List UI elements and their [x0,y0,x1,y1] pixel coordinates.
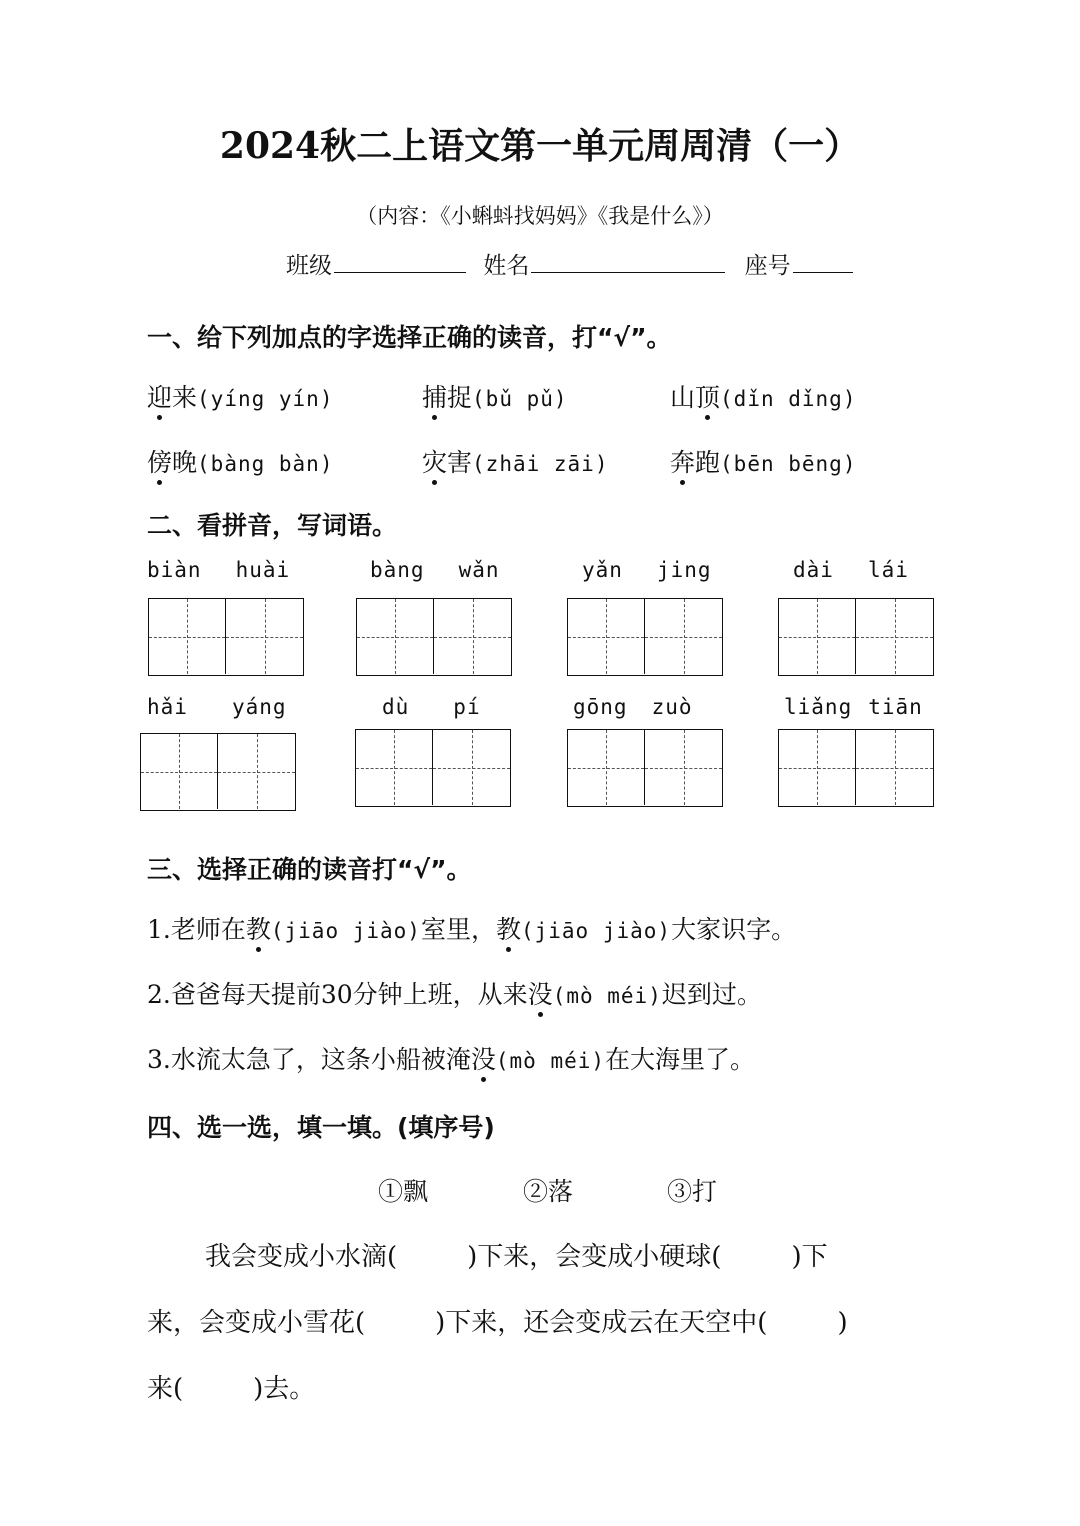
dotted-char: 奔 [670,443,695,479]
pinyin-word-4: dài lái [793,558,909,582]
writing-grid[interactable] [778,598,934,676]
pinyin-options[interactable]: (yíng yín) [197,387,334,411]
pinyin-options[interactable]: (bǔ pǔ) [472,387,568,411]
pinyin-options[interactable]: (zhāi zāi) [472,452,609,476]
pinyin-word-1: biàn huài [147,558,291,582]
section1-heading: 一、给下列加点的字选择正确的读音，打“√”。 [147,323,672,352]
pinyin-options[interactable]: (bàng bàn) [197,452,334,476]
writing-grid[interactable] [356,598,512,676]
dotted-char: 迎 [147,378,172,414]
writing-grid[interactable] [148,598,304,676]
fill-paragraph-line-2: 来，会变成小雪花( )下来，还会变成云在天空中( ) [147,1308,848,1338]
char: 跑 [695,448,721,477]
seat-field[interactable] [793,248,853,273]
s3-sentence-2: 2.爸爸每天提前30分钟上班，从来没(mò méi)迟到过。 [147,975,762,1011]
writing-grid[interactable] [778,729,934,807]
fill-paragraph-line-1: 我会变成小水滴( )下来，会变成小硬球( )下 [205,1242,828,1272]
pinyin-options[interactable]: (mò méi) [552,984,662,1008]
char: 来 [172,383,198,412]
name-label: 姓名 [483,253,530,279]
writing-grid[interactable] [355,729,511,807]
seat-label: 座号 [744,253,791,279]
s1-item-6 [670,443,856,479]
dotted-char: 顶 [695,378,720,414]
writing-grid[interactable] [140,733,296,811]
writing-grid[interactable] [567,729,723,807]
option-3: ③打 [667,1177,718,1206]
s1-item-2 [422,378,568,414]
class-field[interactable] [334,248,466,273]
page-title: 2024秋二上语文第一单元周周清（一） [219,125,861,167]
fill-paragraph-line-3: 来( )去。 [147,1374,316,1404]
pinyin-options[interactable]: (jiāo jiào) [270,919,421,943]
section3-heading: 三、选择正确的读音打“√”。 [147,855,472,884]
dotted-char: 没 [528,975,553,1011]
name-field[interactable] [531,248,725,273]
s1-item-1 [147,378,333,414]
dotted-char: 没 [471,1040,496,1076]
s1-item-4 [147,443,333,479]
char: 山 [670,383,696,412]
pinyin-word-3: yǎn jing [582,558,712,582]
s3-sentence-3: 3.水流太急了，这条小船被淹没(mò méi)在大海里了。 [147,1040,755,1076]
class-label: 班级 [286,253,332,279]
pinyin-word-7: gōng zuò [573,695,693,719]
dotted-char: 灾 [422,443,447,479]
section2-heading: 二、看拼音，写词语。 [147,511,398,540]
pinyin-word-5: hǎi yáng [147,695,287,719]
section4-heading: 四、选一选，填一填。(填序号) [147,1113,495,1142]
s1-item-5 [422,443,608,479]
pinyin-word-8: liǎng tiān [784,695,923,719]
dotted-char: 傍 [147,443,172,479]
option-2: ②落 [523,1177,574,1206]
char: 晚 [172,448,198,477]
dotted-char: 教 [246,910,271,946]
pinyin-options[interactable]: (jiāo jiào) [520,919,672,943]
pinyin-options[interactable]: (mò méi) [495,1049,606,1073]
writing-grid[interactable] [567,598,723,676]
char: 害 [447,448,473,477]
s3-sentence-1: 1.老师在教(jiāo jiào)室里，教(jiāo jiào)大家识字。 [147,910,796,946]
pinyin-word-6: dù pí [382,695,481,719]
s1-item-3 [670,378,856,414]
pinyin-options[interactable]: (dǐn dǐng) [720,387,857,411]
pinyin-options[interactable]: (bēn bēng) [720,452,857,476]
option-1: ①飘 [378,1177,429,1206]
content-subtitle: （内容：《小蝌蚪找妈妈》《我是什么》） [356,204,724,228]
pinyin-word-2: bàng wǎn [370,558,500,582]
student-info [286,247,855,280]
dotted-char: 教 [496,910,521,946]
dotted-char: 捕 [422,378,447,414]
char: 捉 [447,383,473,412]
